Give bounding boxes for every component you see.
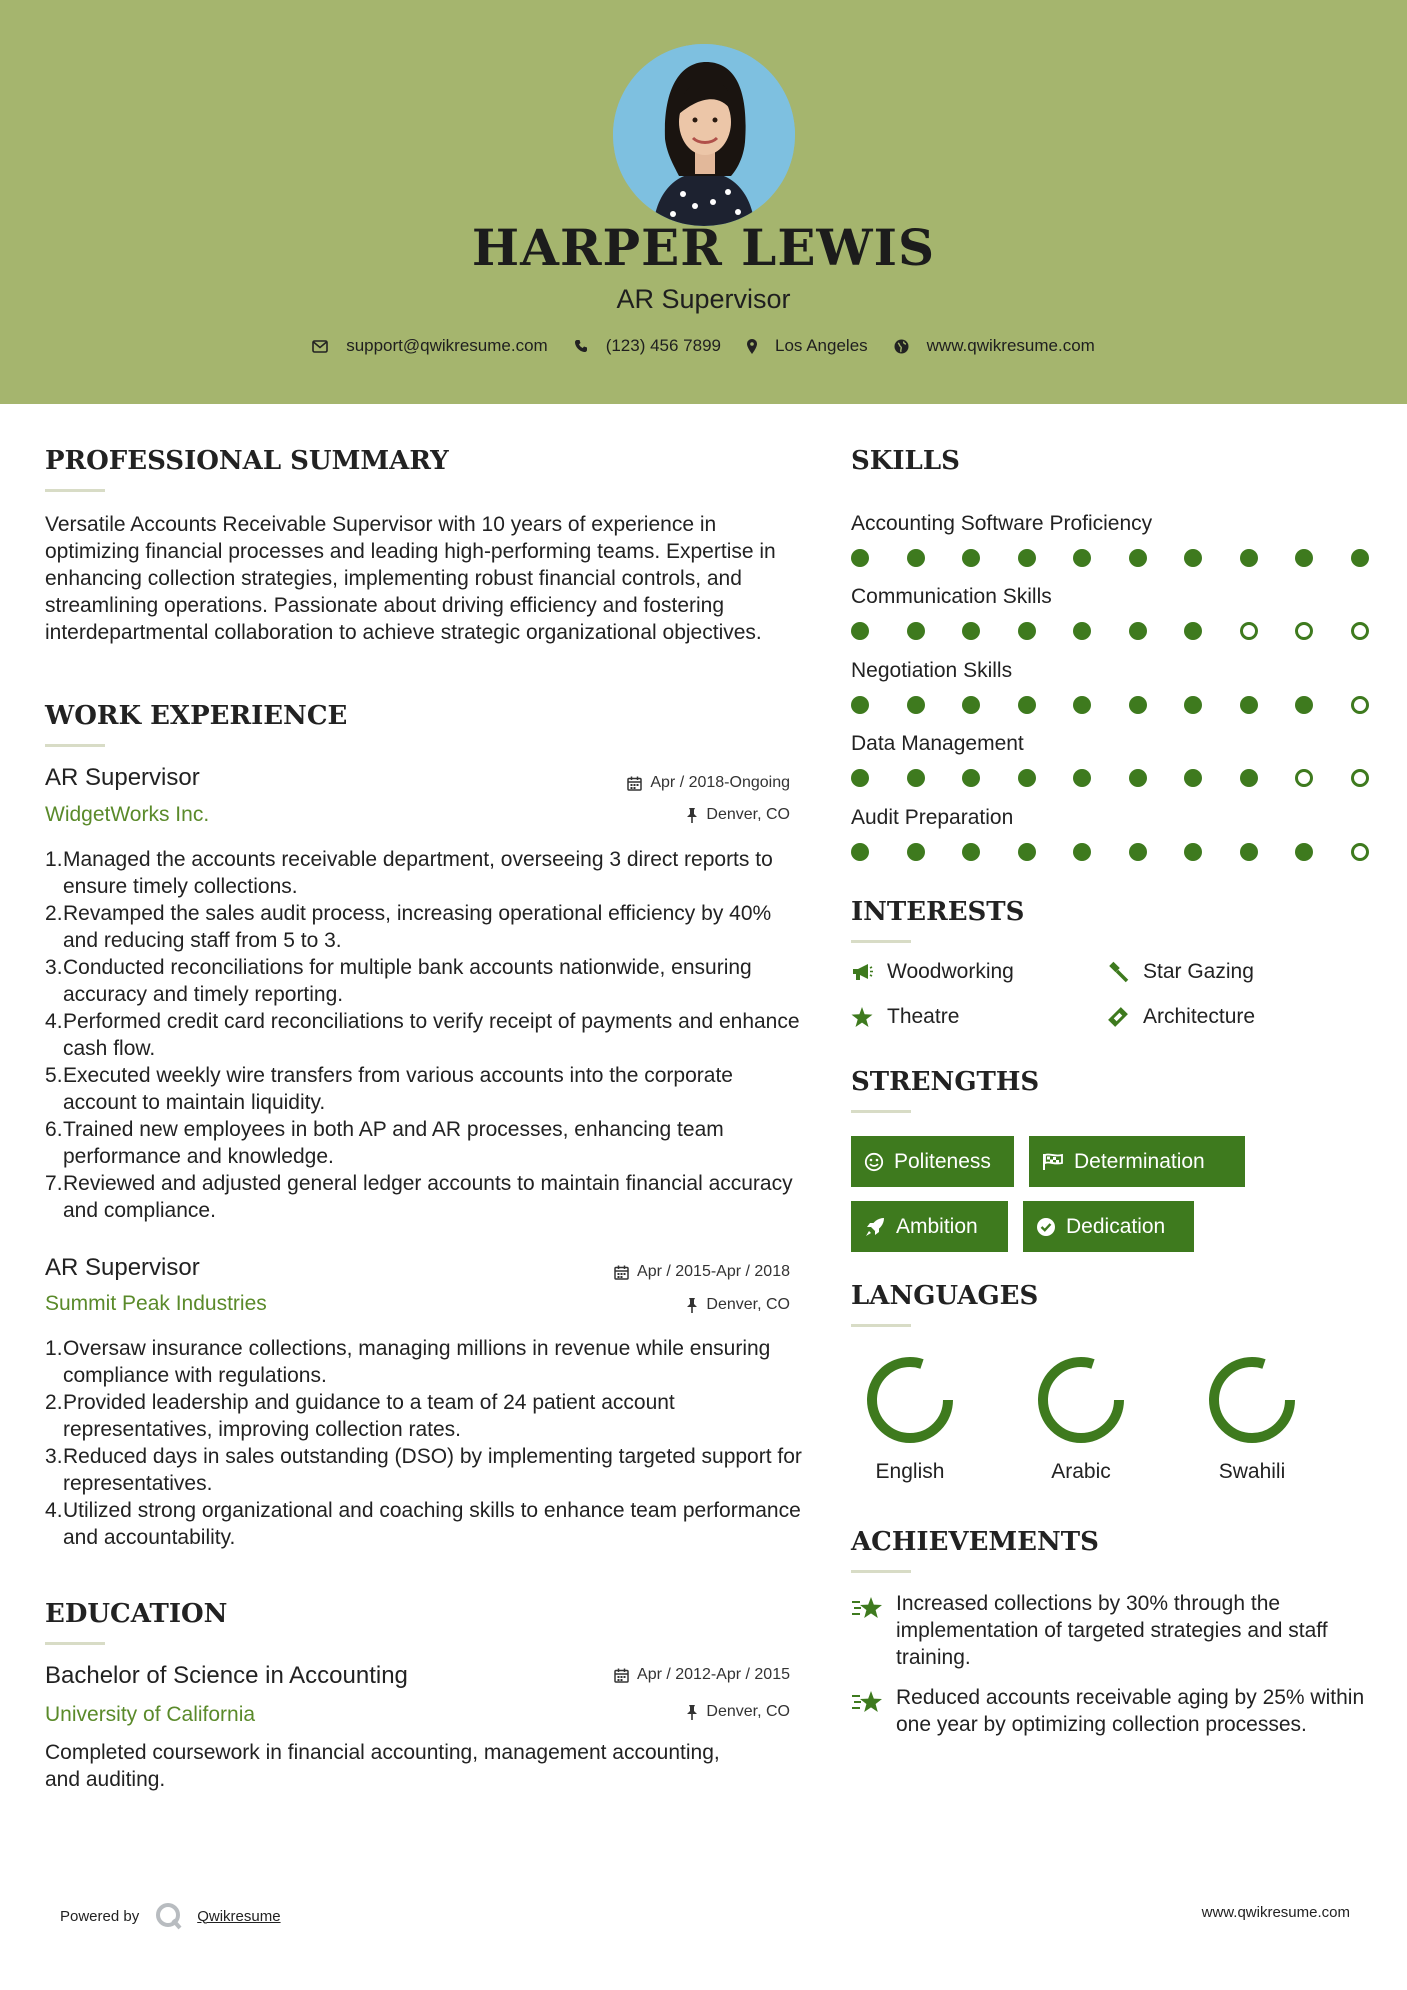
calendar-icon bbox=[627, 776, 642, 791]
job-dates-text: Apr / 2015-Apr / 2018 bbox=[637, 1263, 790, 1280]
skill-label: Data Management bbox=[851, 732, 1024, 755]
school-name: University of California bbox=[45, 1703, 256, 1726]
skill-dot-filled bbox=[851, 843, 869, 861]
language-label: English bbox=[875, 1460, 945, 1483]
language-progress-ring bbox=[1192, 1350, 1312, 1450]
skill-dot-filled bbox=[1240, 549, 1258, 567]
languages-heading: LANGUAGES bbox=[851, 1281, 1039, 1311]
phone-text: (123) 456 7899 bbox=[605, 336, 722, 355]
interests-divider bbox=[851, 940, 911, 943]
contact-location bbox=[747, 336, 868, 356]
skill-dot-empty bbox=[1351, 769, 1369, 787]
profile-photo bbox=[613, 44, 795, 226]
strength-tag bbox=[1029, 1136, 1245, 1187]
skill-dot-filled bbox=[1129, 696, 1147, 714]
skill-rating bbox=[851, 549, 1365, 569]
language-level-arc bbox=[1043, 1362, 1119, 1438]
contact-email[interactable] bbox=[312, 336, 548, 356]
phone-icon bbox=[574, 339, 588, 353]
skill-dot-filled bbox=[962, 769, 980, 787]
skill-dot-filled bbox=[1018, 549, 1036, 567]
resume-header bbox=[0, 0, 1407, 404]
achievement-text: Reduced accounts receivable aging by 25% within one year by optimizing collection processes. bbox=[896, 1686, 1365, 1736]
education-dates bbox=[614, 1666, 790, 1684]
job-bullets bbox=[45, 846, 808, 1224]
experience-divider bbox=[45, 744, 105, 747]
skill-dot-filled bbox=[1184, 843, 1202, 861]
language-progress-ring bbox=[850, 1350, 970, 1450]
interest-label: Star Gazing bbox=[1143, 960, 1254, 983]
skill-dot-filled bbox=[1129, 549, 1147, 567]
website-text: www.qwikresume.com bbox=[926, 336, 1095, 355]
skill-dot-empty bbox=[1351, 622, 1369, 640]
strength-label: Ambition bbox=[896, 1214, 978, 1238]
skill-dot-empty bbox=[1295, 769, 1313, 787]
strength-label: Determination bbox=[1074, 1149, 1205, 1173]
job-dates-text: Apr / 2018-Ongoing bbox=[650, 774, 790, 791]
skill-rating bbox=[851, 622, 1365, 642]
skill-dot-filled bbox=[907, 549, 925, 567]
footer-branding bbox=[60, 1902, 281, 1930]
skill-dot-filled bbox=[1129, 843, 1147, 861]
language-level-arc bbox=[872, 1362, 948, 1438]
candidate-title: AR Supervisor bbox=[616, 284, 791, 314]
company-name: WidgetWorks Inc. bbox=[45, 803, 210, 826]
skill-dot-filled bbox=[1129, 769, 1147, 787]
skill-dot-filled bbox=[1073, 843, 1091, 861]
job-location bbox=[686, 806, 790, 824]
strength-tag bbox=[851, 1201, 1008, 1252]
job-location-text: Denver, CO bbox=[706, 806, 790, 823]
skill-dot-filled bbox=[1240, 843, 1258, 861]
skill-dot-filled bbox=[962, 843, 980, 861]
contact-bar bbox=[0, 336, 1407, 356]
interest-label: Woodworking bbox=[887, 960, 1014, 983]
skill-dot-filled bbox=[1351, 549, 1369, 567]
skill-dot-filled bbox=[1073, 769, 1091, 787]
strengths-heading: STRENGTHS bbox=[851, 1067, 1040, 1097]
skill-dot-filled bbox=[851, 622, 869, 640]
job-bullets bbox=[45, 1335, 808, 1551]
pushpin-icon bbox=[686, 808, 698, 823]
language-progress-ring bbox=[1021, 1350, 1141, 1450]
job-location bbox=[686, 1296, 790, 1314]
skill-dot-filled bbox=[1184, 696, 1202, 714]
skill-rating bbox=[851, 769, 1365, 789]
list-item: Reviewed and adjusted general ledger accounts to maintain financial accuracy and compliance. bbox=[63, 1172, 793, 1222]
gavel-icon bbox=[1107, 961, 1129, 983]
language-item bbox=[1192, 1350, 1312, 1483]
skill-dot-empty bbox=[1351, 843, 1369, 861]
list-item: Provided leadership and guidance to a team of 24 patient account representatives, improving collection rates. bbox=[63, 1391, 675, 1441]
strength-tag bbox=[1023, 1201, 1194, 1252]
calendar-icon bbox=[614, 1668, 629, 1683]
skill-dot-filled bbox=[907, 622, 925, 640]
skill-dot-filled bbox=[907, 769, 925, 787]
powered-by-text: Powered by bbox=[60, 1907, 140, 1925]
skill-dot-filled bbox=[1018, 843, 1036, 861]
star-award-icon bbox=[851, 1596, 885, 1622]
language-item bbox=[1021, 1350, 1141, 1483]
list-item: Managed the accounts receivable department, overseeing 3 direct reports to ensure timely collections. bbox=[63, 848, 773, 898]
skills-heading: SKILLS bbox=[851, 446, 960, 476]
skill-dot-filled bbox=[1295, 549, 1313, 567]
list-item: Oversaw insurance collections, managing millions in revenue while ensuring compliance with regulations. bbox=[63, 1337, 771, 1387]
email-text: support@qwikresume.com bbox=[346, 336, 548, 355]
skill-dot-filled bbox=[962, 549, 980, 567]
education-description: Completed coursework in financial accounting, management accounting, and auditing. bbox=[45, 1741, 720, 1791]
education-location bbox=[686, 1703, 790, 1721]
contact-website[interactable] bbox=[894, 336, 1095, 356]
pushpin-icon bbox=[686, 1705, 698, 1720]
skill-dot-filled bbox=[851, 696, 869, 714]
strength-label: Politeness bbox=[894, 1149, 991, 1173]
interest-label: Theatre bbox=[887, 1005, 960, 1028]
summary-text: Versatile Accounts Receivable Supervisor with 10 years of experience in optimizing financial processes and leading high-performing teams. Expertise in enhancing collection strategies, implementing robust financial controls, and streamlining operations. Passionate about driving efficiency and fostering interdepartmental collaboration to achieve strategic organizational objectives. bbox=[45, 513, 776, 644]
interest-item bbox=[851, 960, 1014, 984]
skill-dot-filled bbox=[1073, 622, 1091, 640]
education-location-text: Denver, CO bbox=[706, 1703, 790, 1720]
smile-icon bbox=[864, 1152, 884, 1172]
language-label: Arabic bbox=[1051, 1460, 1111, 1483]
skill-dot-filled bbox=[1295, 843, 1313, 861]
candidate-name: HARPER LEWIS bbox=[471, 218, 936, 277]
achievement-item bbox=[851, 1684, 1371, 1774]
contact-phone[interactable] bbox=[574, 336, 721, 356]
skill-dot-empty bbox=[1240, 622, 1258, 640]
ticket-icon bbox=[1107, 1006, 1129, 1028]
achievement-text: Increased collections by 30% through the implementation of targeted strategies and staff training. bbox=[896, 1592, 1328, 1669]
languages-divider bbox=[851, 1324, 911, 1327]
language-level-arc bbox=[1214, 1362, 1290, 1438]
skill-dot-filled bbox=[1184, 622, 1202, 640]
job-title: AR Supervisor bbox=[45, 764, 200, 791]
skill-rating bbox=[851, 696, 1365, 716]
skill-label: Audit Preparation bbox=[851, 806, 1014, 829]
skill-dot-filled bbox=[1073, 696, 1091, 714]
list-item: Conducted reconciliations for multiple bank accounts nationwide, ensuring accuracy and timely reporting. bbox=[63, 956, 752, 1006]
star-icon bbox=[851, 1007, 873, 1028]
job-location-text: Denver, CO bbox=[706, 1296, 790, 1313]
skill-rating bbox=[851, 843, 1365, 863]
achievement-item bbox=[851, 1590, 1371, 1680]
interest-item bbox=[1107, 960, 1254, 984]
skill-dot-filled bbox=[1018, 769, 1036, 787]
list-item: Utilized strong organizational and coaching skills to enhance team performance and accountability. bbox=[63, 1499, 801, 1549]
skill-dot-filled bbox=[962, 696, 980, 714]
strength-label: Dedication bbox=[1066, 1214, 1166, 1238]
calendar-icon bbox=[614, 1265, 629, 1280]
skill-dot-filled bbox=[851, 549, 869, 567]
achievements-divider bbox=[851, 1570, 911, 1573]
summary-divider bbox=[45, 489, 105, 492]
education-divider bbox=[45, 1642, 105, 1645]
job-dates bbox=[614, 1263, 790, 1281]
envelope-icon bbox=[312, 340, 328, 353]
summary-heading: PROFESSIONAL SUMMARY bbox=[45, 446, 449, 476]
interest-item bbox=[851, 1005, 959, 1029]
skill-dot-filled bbox=[962, 622, 980, 640]
skill-label: Accounting Software Proficiency bbox=[851, 512, 1153, 535]
skill-dot-filled bbox=[1129, 622, 1147, 640]
skill-label: Communication Skills bbox=[851, 585, 1052, 608]
degree-title: Bachelor of Science in Accounting bbox=[45, 1662, 408, 1689]
skill-dot-filled bbox=[1018, 622, 1036, 640]
interest-label: Architecture bbox=[1143, 1005, 1256, 1028]
check-circle-icon bbox=[1036, 1217, 1056, 1237]
skill-dot-filled bbox=[1240, 696, 1258, 714]
language-label: Swahili bbox=[1218, 1460, 1286, 1483]
location-text: Los Angeles bbox=[775, 336, 868, 355]
qwikresume-logo-icon bbox=[155, 1902, 183, 1930]
star-award-icon bbox=[851, 1690, 885, 1716]
language-item bbox=[850, 1350, 970, 1483]
skill-dot-filled bbox=[907, 843, 925, 861]
rocket-icon bbox=[864, 1216, 886, 1238]
skill-dot-filled bbox=[1240, 769, 1258, 787]
skill-dot-filled bbox=[851, 769, 869, 787]
footer-website[interactable]: www.qwikresume.com bbox=[1201, 1904, 1350, 1921]
skill-label: Negotiation Skills bbox=[851, 659, 1013, 682]
map-pin-icon bbox=[747, 339, 757, 354]
skill-dot-empty bbox=[1351, 696, 1369, 714]
education-dates-text: Apr / 2012-Apr / 2015 bbox=[637, 1666, 790, 1683]
flag-icon bbox=[1042, 1153, 1064, 1171]
skill-dot-filled bbox=[1184, 769, 1202, 787]
strengths-divider bbox=[851, 1110, 911, 1113]
skill-dot-filled bbox=[1073, 549, 1091, 567]
strength-tag bbox=[851, 1136, 1014, 1187]
skill-dot-filled bbox=[907, 696, 925, 714]
megaphone-icon bbox=[851, 962, 873, 982]
globe-icon bbox=[894, 339, 909, 354]
pushpin-icon bbox=[686, 1298, 698, 1313]
education-heading: EDUCATION bbox=[45, 1599, 228, 1629]
list-item: Performed credit card reconciliations to verify receipt of payments and enhance cash flow. bbox=[63, 1010, 800, 1060]
skill-dot-filled bbox=[1184, 549, 1202, 567]
job-dates bbox=[627, 774, 790, 792]
interest-item bbox=[1107, 1005, 1255, 1029]
skill-dot-empty bbox=[1295, 622, 1313, 640]
company-name: Summit Peak Industries bbox=[45, 1292, 267, 1315]
list-item: Reduced days in sales outstanding (DSO) by implementing targeted support for representatives. bbox=[63, 1445, 802, 1495]
interests-heading: INTERESTS bbox=[851, 897, 1025, 927]
job-title: AR Supervisor bbox=[45, 1254, 200, 1281]
brand-link[interactable]: Qwikresume bbox=[197, 1907, 281, 1925]
experience-heading: WORK EXPERIENCE bbox=[45, 701, 348, 731]
achievements-heading: ACHIEVEMENTS bbox=[851, 1527, 1099, 1557]
list-item: Executed weekly wire transfers from various accounts into the corporate account to maintain liquidity. bbox=[63, 1064, 733, 1114]
list-item: Revamped the sales audit process, increasing operational efficiency by 40% and reducing staff from 5 to 3. bbox=[63, 902, 772, 952]
list-item: Trained new employees in both AP and AR processes, enhancing team performance and knowledge. bbox=[63, 1118, 724, 1168]
skill-dot-filled bbox=[1018, 696, 1036, 714]
skill-dot-filled bbox=[1295, 696, 1313, 714]
